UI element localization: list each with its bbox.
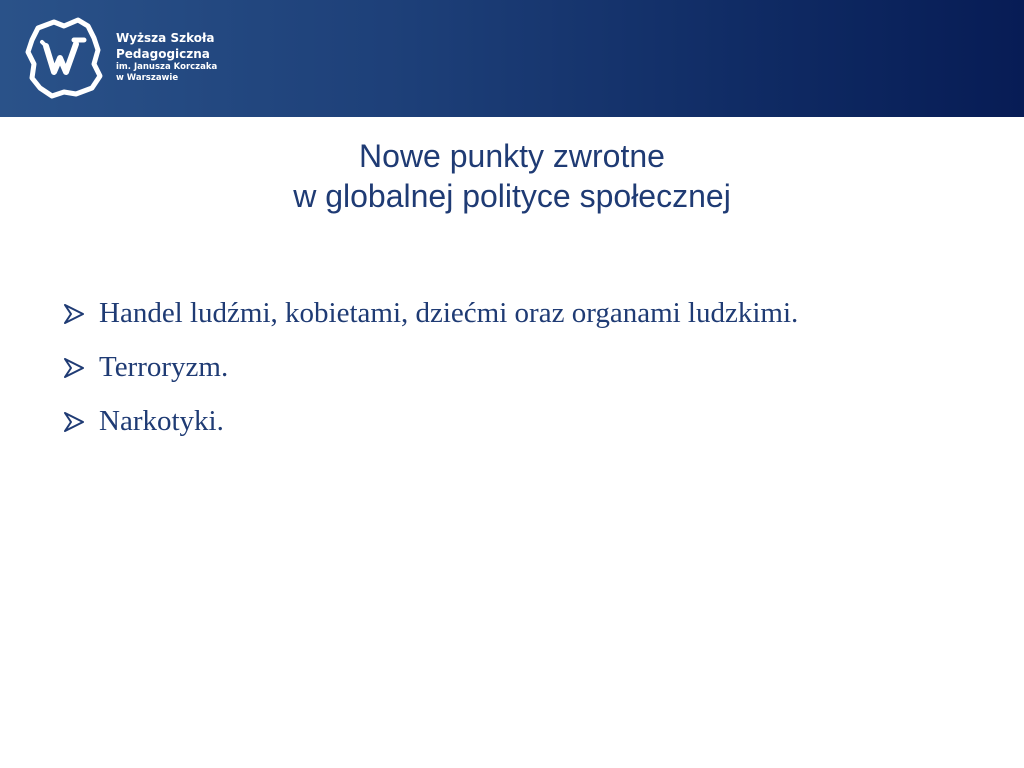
logo-line-1: Wyższa Szkoła <box>116 31 215 45</box>
logo-line-2: Pedagogiczna <box>116 47 210 61</box>
header-banner <box>0 0 1024 117</box>
slide-title <box>0 136 1024 216</box>
logo-line-3: im. Janusza Korczaka <box>116 62 218 72</box>
arrowhead-bullet-icon <box>62 412 86 432</box>
bullet-list <box>62 292 922 454</box>
arrowhead-bullet-icon <box>62 358 86 378</box>
arrowhead-bullet-icon <box>62 304 86 324</box>
list-item-text: Handel ludźmi, kobietami, dziećmi oraz organami ludzkimi. <box>99 297 799 329</box>
poland-map-logo-icon <box>24 16 104 100</box>
list-item <box>62 292 922 334</box>
list-item-text: Terroryzm. <box>99 351 229 383</box>
list-item <box>62 346 922 388</box>
logo-line-4: w Warszawie <box>116 73 179 83</box>
list-item-text: Narkotyki. <box>99 405 224 437</box>
slide-title-line-2: w globalnej polityce społecznej <box>293 178 731 214</box>
logo-wordmark <box>116 30 217 84</box>
list-item <box>62 400 922 442</box>
slide-title-line-1: Nowe punkty zwrotne <box>359 138 665 174</box>
